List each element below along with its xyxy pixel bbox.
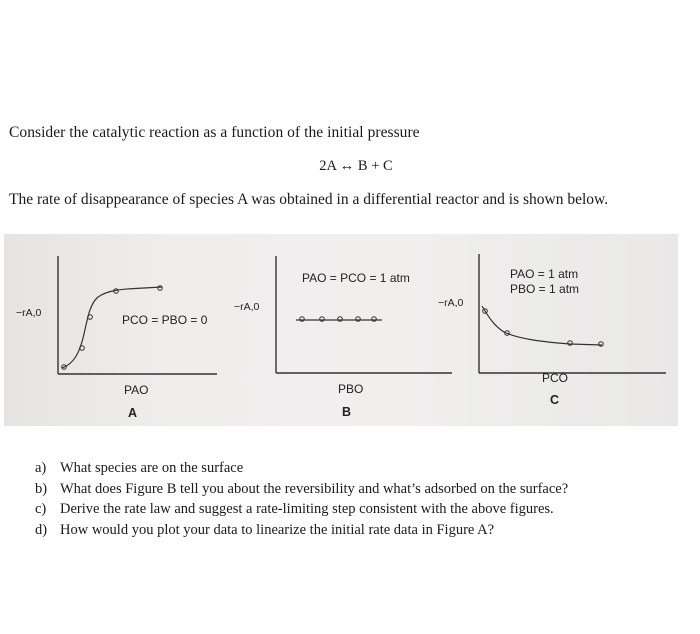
panel-b-point xyxy=(320,317,325,322)
question-marker: d) xyxy=(35,521,48,538)
question-item xyxy=(35,479,568,500)
question-item xyxy=(35,499,568,520)
panel-a-x-label: PAO xyxy=(124,383,149,397)
intro-text: Consider the catalytic reaction as a function of the initial pressure xyxy=(9,124,420,141)
question-marker: c) xyxy=(35,501,47,517)
panel-a-point xyxy=(158,286,163,291)
panel-c-annotation-line2: PBO = 1 atm xyxy=(510,282,580,296)
panel-c xyxy=(438,254,666,407)
panel-a-curve xyxy=(62,287,162,368)
panel-b-point xyxy=(356,317,361,322)
question-text: Derive the rate law and suggest a rate-limiting step consistent with the above figures. xyxy=(60,501,554,517)
figure-photo xyxy=(4,234,678,426)
question-text: What does Figure B tell you about the reversibility and what’s adsorbed on the surface? xyxy=(60,480,569,497)
panel-a-annotation: PCO = PBO = 0 xyxy=(122,313,208,327)
question-item xyxy=(35,458,568,479)
question-text: What species are on the surface xyxy=(60,460,244,476)
panel-b-point xyxy=(372,317,377,322)
reaction-equation: 2A ↔ B + C xyxy=(319,158,393,174)
question-list xyxy=(35,458,568,540)
panel-b xyxy=(234,256,452,419)
panel-b-point xyxy=(300,317,305,322)
question-text: How would you plot your data to linearize the initial rate data in Figure A? xyxy=(60,521,495,538)
panel-c-letter: C xyxy=(550,393,560,407)
panel-c-curve xyxy=(482,306,602,345)
panel-a-letter: A xyxy=(128,406,138,420)
panel-a-y-label: −rA,0 xyxy=(16,307,42,319)
panel-b-point xyxy=(338,317,343,322)
panel-b-annotation: PAO = PCO = 1 atm xyxy=(302,271,410,285)
panel-c-annotation-line1: PAO = 1 atm xyxy=(510,267,579,281)
panel-c-point xyxy=(599,342,604,347)
panel-b-letter: B xyxy=(342,405,352,419)
panel-c-x-label: PCO xyxy=(542,371,569,385)
panel-c-y-label: −rA,0 xyxy=(438,297,464,309)
panel-c-point xyxy=(568,341,573,346)
description-text: The rate of disappearance of species A was obtained in a differential reactor and is shown below. xyxy=(9,191,609,208)
panel-a xyxy=(16,256,217,420)
panel-b-x-label: PBO xyxy=(338,382,364,396)
question-marker: b) xyxy=(35,480,48,497)
question-marker: a) xyxy=(35,460,47,476)
question-item xyxy=(35,520,568,541)
panel-b-y-label: −rA,0 xyxy=(234,301,260,313)
